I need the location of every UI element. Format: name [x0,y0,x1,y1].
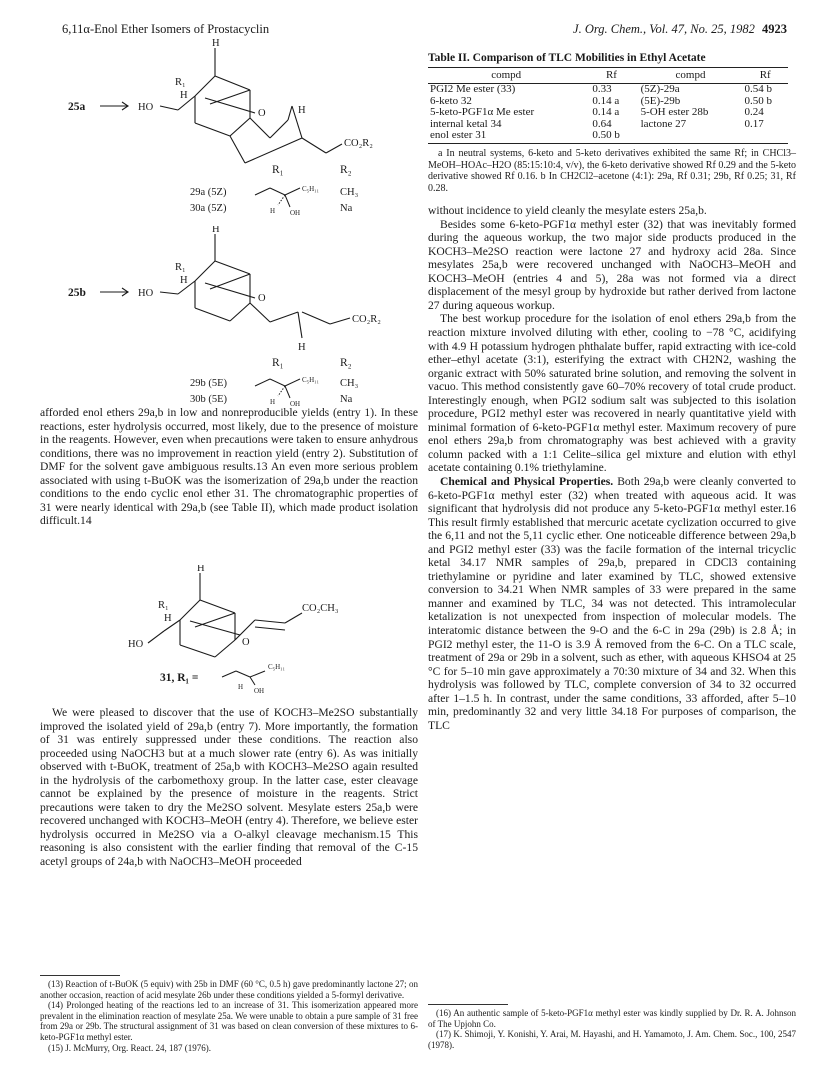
paragraph: Besides some 6-keto-PGF1α methyl ester (32) that was inevitably formed during the aqueous workup, the two major side products produced in the KOCH3–Me2SO reaction were lactone 27 and hydroxy acid 28a. Since mesylates 25a,b were recovered unchanged with NaOCH3–MeOH and KOCH3–MeOH (entries 4 and 5), 28a was not formed via a direct displacement of the mesyl group by hydroxide but rather derived from lactone 27 during aqueous workup. [428,217,796,312]
paragraph: We were pleased to discover that the use of KOCH3–Me2SO substantially improved the isolated yield of 29a,b (entry 7). More importantly, the formation of 31 was entirely suppressed under these conditions. The reaction also proceeded using NaOCH3 but at a much slower rate (entry 6). As was initially observed with t-BuOK, treatment of 25a,b with KOCH3–Me2SO again resulted in the hydrolysis of the carbomethoxy group. In the latter case, ester cleavage cannot be explained by the presence of moisture in the reagents. Strict precautions were taken to dry the Me2SO solvent. Mesylate esters 25a,b were recovered unchanged with KOCH3–MeOH (entry 4). Therefore, we believe ester hydrolysis occurred in Me2SO via a O-alkyl cleavage mechanism.15 This reasoning is also consistent with the earlier finding that removal of the C-15 acetyl groups of 24a,b with NaOCH3–MeOH proceeded [40,706,418,869]
paragraph-chem-properties [428,475,796,732]
r2-value-30a: Na [340,203,353,214]
table-cell: PGI2 Me ester (33) [430,83,516,96]
group-co2ch3: CO₂CH₃ [302,603,339,614]
table-cell: (5Z)-29a [640,83,680,96]
compound-label-31: 31, R₁ = [160,672,199,684]
table-cell: 0.50 b [584,130,638,144]
compound-30b: 30b (5E) [190,394,228,405]
paragraph: without incidence to yield cleanly the mesylate esters 25a,b. [428,204,707,218]
atom-h-top: H [212,38,220,49]
table-cell: 0.17 [744,117,764,130]
table-row [428,130,788,144]
group-co2r2: CO₂R₂ [344,138,373,149]
table-cell: 0.24 [744,106,764,119]
right-body [428,204,796,732]
atom-h-chain: H [270,207,276,215]
atom-r1: R₁ [175,262,186,273]
atom-h-2: H [298,105,306,116]
footnote-16: (16) An authentic sample of 5-keto-PGF1α methyl ester was kindly supplied by Dr. R. A. Johnson of The Upjohn Co. [428,1008,796,1029]
col-header-r2: R₂ [340,357,352,369]
structure-29b-30b-rows [40,354,418,414]
table-cell: 0.54 b [744,83,772,96]
atom-h: H [164,613,172,624]
table-cell: 0.64 [592,117,612,130]
footnote-13: (13) Reaction of t-BuOK (5 equiv) with 25b in DMF (60 °C, 0.5 h) gave predominantly lactone 27; on another occasion, reaction of acid mesylate 26b under these conditions yielded a 5-formyl derivative. [40,979,418,1000]
substituent-c5h11: C₅H₁₁ [302,185,320,193]
group-oh: OH [290,400,301,408]
table-header: compd [639,68,743,84]
left-paragraph-1 [40,406,418,528]
running-title: 6,11α-Enol Ether Isomers of Prostacyclin [62,22,270,36]
atom-ho: HO [138,288,154,299]
compound-30a: 30a (5Z) [190,203,227,214]
group-oh: OH [290,209,301,217]
structure-31 [40,565,418,703]
substituent-c5h11: C₅H₁₁ [302,376,320,384]
left-footnotes [40,971,418,1053]
left-column [40,38,418,1053]
table-title: Table II. Comparison of TLC Mobilities in Ethyl Acetate [428,52,706,64]
group-oh: OH [254,687,265,695]
atom-h: H [180,275,188,286]
table-cell: lactone 27 [640,117,687,130]
section-heading: Chemical and Physical Properties. [440,475,614,488]
atom-r1: R₁ [158,600,169,611]
atom-ho: HO [128,639,144,650]
table-note: a In neutral systems, 6-keto and 5-keto derivatives exhibited the same Rf; in CHCl3–MeOH–HOAc–H2O (85:15:10:4, v/v), the 6-keto derivative showed Rf 0.29 and the 5-keto derivative showed Rf 0.16. b In CH2Cl2–acetone (4:1): 29a, Rf 0.31; 29b, Rf 0.25; 31, Rf 0.28. [428,148,796,194]
right-footnotes [428,1000,796,1050]
atom-h-top: H [197,565,205,574]
footnote-15: (15) J. McMurry, Org. React. 24, 187 (1976). [48,1042,211,1053]
paragraph: The best workup procedure for the isolation of enol ethers 29a,b from the reaction mixture involved diluting with ether, cooling to −78 °C, acidifying with 4.9 H potassium hydrogen phthalate buffer, rapid extracting with ice-cold ether–ethyl acetate (3:1), esterifying the extract with CH2N2, washing the organic extract with 50% saturated brine solution, and removing the solvent in vacuo. This method consistently gave 60–70% recovery of total crude product. Interestingly enough, when PGI2 sodium salt was subjected to this isolation procedure, PGI2 methyl ester was recovered in nearly quantitative yield with minimal formation of 6-keto-PGF1α methyl ester. Maximum recovery of pure enol ethers 29a,b from chromatography was best achieved with a gravity column packed with a 1:1 Celite–silica gel mixture and elution with ethyl acetate containing 0.1% triethylamine. [428,312,796,475]
table-cell: 5-OH ester 28b [640,106,709,119]
atom-o: O [258,108,266,119]
atom-h-2: H [298,342,306,353]
footnote-17: (17) K. Shimoji, Y. Konishi, Y. Arai, M. Hayashi, and H. Yamamoto, J. Am. Chem. Soc., 100, 2547 (1978). [428,1029,796,1050]
compound-label-25b: 25b [68,287,86,299]
table-cell: enol ester 31 [428,130,584,144]
r2-value-29b: CH₃ [340,378,359,389]
table-header: compd [428,68,584,84]
table-header: Rf [584,68,638,84]
footnote-rule [428,1004,508,1005]
paragraph-text: Both 29a,b were cleanly converted to 6-keto-PGF1α methyl ester (32) when treated with aqueous acid. It was significant that hydrolysis did not produce any 5-keto-PGF1α methyl ester.16 This result firmly established that mercuric acetate cyclization occurred to give the 6,11 and not the 5,11 cyclic ether. One noticeable difference between 29a,b and PGI2 methyl ester (33) was the facile formation of the internal tricyclic ketal 34.17 NMR samples of 29a,b, prepared in CDCl3 containing triethylamine or pyridine and later examined by TLC, showed extensive conversion to 34.21 When NMR samples of 33 were prepared in the same manner and examined by TLC, 34 was not detected. This intramolecular ketalization is not unexpected from inspection of molecular models. The interatomic distance between the 9-O and the 6-C in 29a (29b) is 2.8 Å; in PGI2 methyl ester, the 11-O is 3.9 Å removed from the 6-C. On a TLC scale, treatment of 29a or 29b in a solvent, such as ether, with aqueous KHSO4 at 25 °C for 5–10 min gave approximately a 70:30 mixture of 34 and 32. When this hydrolysis was followed by TLC, complete conversion of 34 to 32 occurred after 1–1.5 h. In contrast, under the same conditions, 33 afforded, after 5–10 min, predominantly 32 and very little 34.18 For purposes of comparison, the TLC [428,475,796,732]
col-header-r1: R₁ [272,357,284,369]
table-cell: 0.14 a [592,94,620,107]
table-footnote [428,148,796,194]
atom-h: H [180,90,188,101]
right-column [428,52,796,1052]
table-cell: (5E)-29b [640,94,681,107]
group-co2r2: CO₂R₂ [352,314,381,325]
atom-ho: HO [138,102,154,113]
table-cell: 6-keto 32 [430,94,472,107]
structure-25a [40,38,418,193]
col-header-r1: R₁ [272,164,284,176]
page-number: 4923 [762,22,787,36]
paragraph: afforded enol ethers 29a,b in low and nonreproducible yields (entry 1). In these reactions, ester hydrolysis occurred, most likely, due to the presence of moisture in the reagents. However, even when precautions were taken to ensure anhydrous conditions, there was no improvement in reaction yield (entry 2). Substitution of DMF for the solvent gave ambiguous results.13 An even more serious problem associated with using t-BuOK was the isomerization of 29a,b under the reaction conditions to the endo cyclic enol ether 31. The chromatographic properties of 31 were nearly identical with 29a,b (see Table II), which made product isolation difficult.14 [40,406,418,528]
table-header-row [428,68,788,84]
journal-name: J. Org. Chem., Vol. 47, No. 25, 1982 [573,22,755,36]
col-header-r2: R₂ [340,164,352,176]
atom-r1: R₁ [175,77,186,88]
table-cell: 5-keto-PGF1α Me ester [430,106,535,119]
compound-label-25a: 25a [68,101,86,113]
journal-citation [573,22,787,37]
structure-29a-30a-rows [40,183,418,228]
table-cell [742,130,788,144]
compound-29b: 29b (5E) [190,378,228,389]
table-cell: 0.33 [592,83,612,96]
table-cell: 0.14 a [592,106,620,119]
table-cell [639,130,743,144]
table-cell: internal ketal 34 [430,117,502,130]
footnote-14: (14) Prolonged heating of the reactions led to an increase of 31. This isomerization appeared more prevalent in the elimination reaction of mesylate 25a. We were unable to obtain a pure sample of 31 free from 29a or 29b. The structural assignment of 31 was based on clean conversion of these mixtures to 6-keto-PGF1α methyl ester. [40,1000,418,1042]
tlc-table [428,67,788,144]
compound-29a: 29a (5Z) [190,187,227,198]
r2-value-29a: CH₃ [340,187,359,198]
left-paragraph-2 [40,706,418,869]
atom-o: O [258,293,266,304]
atom-h-top: H [212,226,220,235]
substituent-c5h11: C₅H₁₁ [268,663,286,671]
table-header: Rf [742,68,788,84]
atom-h-chain: H [270,398,276,406]
structure-25b [40,226,418,361]
table-cell: 0.50 b [744,94,772,107]
atom-o: O [242,637,250,648]
atom-h-chain: H [238,683,244,691]
table-row [428,107,788,118]
footnote-rule [40,975,120,976]
r2-value-30b: Na [340,394,353,405]
